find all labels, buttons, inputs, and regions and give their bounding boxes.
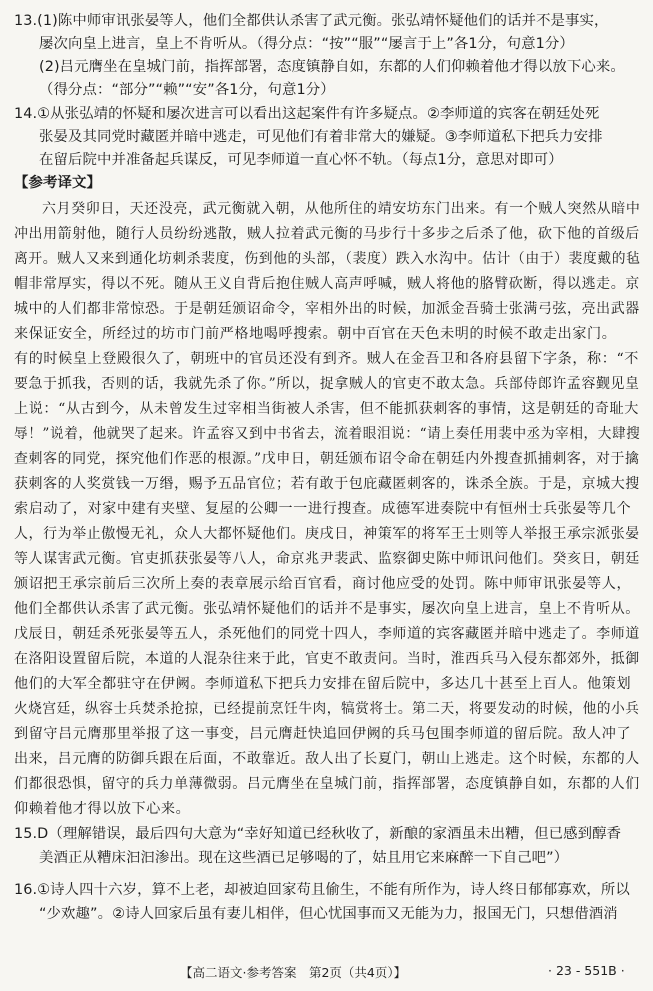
translation-line: 来保证安全，所经过的坊市门前严格地喝呼搜索。朝中百官在天色未明的时候不敢走出家门。	[14, 326, 617, 342]
translation-header: 【参考译文】	[14, 175, 101, 191]
translation-line: 离开。贼人又来到通化坊刺杀裴度，伤到他的头部，（裴度）跌入水沟中。估计（由于）裴度戴的毡	[14, 251, 641, 267]
translation-line: 冲出用箭射他，随行人员纷纷逃散，贼人拉着武元衡的马步行十多步之后杀了他，砍下他的首级后	[14, 226, 640, 242]
translation-line: 火烧宫廷，纵容士兵焚杀抢掠，已经提前烹饪牛肉，犒赏将士。第二天，将要发动的时候，他的小兵	[14, 701, 640, 717]
translation-line: 上说：“从古到今，从未曾发生过宰相当街被人杀害，但不能抓获刺客的事情，这是朝廷的奇耻大	[14, 401, 639, 417]
footer-page-info: 【高二语文·参考答案 第2页（共4页）】	[180, 965, 407, 980]
translation-line: 仰赖着他才得以放下心来。	[14, 801, 191, 817]
translation-line: 们都很恐惧，留守的兵力单薄微弱。吕元膺坐在皇城门前，指挥部署，态度镇静自如，东都的人们	[14, 776, 640, 792]
translation-line: 获刺客的人奖赏钱一万缗，赐予五品官位；若有敢于包庇藏匿刺客的，诛杀全族。于是，京城大搜	[14, 476, 640, 492]
translation-line: 查刺客的同党，探究他们作恶的根源。”戊申日，朝廷颁布诏令命在朝廷内外搜查抓捕刺客，对于擒	[14, 451, 640, 467]
answer-15-line-1: 15.D（理解错误，最后四句大意为“幸好知道已经秋收了，新酿的家酒虽未出糟，但已感到醇香	[14, 826, 622, 842]
translation-line: 人，行为举止傲慢无礼，众人大都怀疑他们。庚戌日，神策军的将军王士则等人举报王承宗派张晏	[14, 526, 640, 542]
translation-line: 城中的人们都非常惊恐。于是朝廷颁诏命令，宰相外出的时候，加派金吾骑士张满弓弦，亮出武器	[14, 301, 640, 317]
translation-line: 等人谋害武元衡。官吏抓获张晏等八人，命京兆尹裴武、监察御史陈中师讯问他们。癸亥日，朝廷	[14, 551, 640, 567]
answer-16-line-2: “少欢趣”。②诗人回家后虽有妻儿相伴，但心忧国事而又无能为力，报国无门，只想借酒消	[39, 906, 618, 922]
translation-line: 出来，吕元膺的防御兵跟在后面，不敢靠近。敌人出了长夏门，朝山上逃走。这个时候，东都的人	[14, 751, 640, 767]
answer-14-line-2: 张晏及其同党时藏匿并暗中逃走，可见他们有着非常大的嫌疑。③李师道私下把兵力安排	[39, 129, 603, 145]
answer-13-line-1: 13.(1)陈中师审讯张晏等人，他们全都供认杀害了武元衡。张弘靖怀疑他们的话并不是事实，	[14, 13, 609, 29]
translation-line: 要急于抓我，否则的话，我就先杀了你。”所以，捉拿贼人的官吏不敢太急。兵部侍郎许孟容觐见皇	[14, 376, 640, 392]
answer-15-line-2: 美酒正从糟床汩汩渗出。现在这些酒已足够喝的了，姑且用它来麻醉一下自己吧”）	[39, 850, 569, 866]
answer-14-line-1: 14.①从张弘靖的怀疑和屡次进言可以看出这起案件有许多疑点。②李师道的宾客在朝廷处死	[14, 106, 600, 122]
translation-line: 有的时候皇上登殿很久了，朝班中的官员还没有到齐。贼人在金吾卫和各府县留下字条，称：“不	[14, 351, 639, 367]
answer-13-line-4: （得分点：“部分”“赖”“安”各1分，句意1分）	[39, 82, 335, 98]
footer-exam-code: · 23 - 551B ·	[548, 963, 625, 978]
answer-14-line-3: 在留后院中并准备起兵谋反，可见李师道一直心怀不轨。（每点1分，意思对即可）	[39, 152, 563, 168]
translation-line: 到留守吕元膺那里举报了这一事变，吕元膺赶快追回伊阙的兵马包围李师道的留后院。敌人冲了	[14, 726, 632, 742]
page-footer	[0, 963, 653, 981]
translation-line: 辱！”说着，他就哭了起来。许孟容又到中书省去，流着眼泪说：“请上奏任用裴中丞为宰相，大肆搜	[14, 426, 641, 442]
answer-16-line-1: 16.①诗人四十六岁，算不上老，却被迫回家苟且偷生，不能有所作为，诗人终日郁郁寡欢，所以	[14, 882, 630, 898]
translation-line: 帽非常厚实，得以不死。随从王义自背后抱住贼人高声呼喊，贼人将他的胳臂砍断，得以逃走。京	[14, 276, 640, 292]
translation-line: 六月癸卯日，天还没亮，武元衡就入朝，从他所住的靖安坊东门出来。有一个贼人突然从暗中	[42, 201, 641, 217]
translation-line: 颁诏把王承宗前后三次所上奏的表章展示给百官看，商讨他应受的处罚。陈中师审讯张晏等人，	[14, 576, 632, 592]
translation-line: 索启动了，对家中建有夹壁、复屋的公卿一一进行搜查。成德军进奏院中有恒州士兵张晏等几个	[14, 501, 632, 517]
translation-line: 他们全都供认杀害了武元衡。张弘靖怀疑他们的话并不是事实，屡次向皇上进言，皇上不肯听从。	[14, 601, 640, 617]
answer-13-line-3: (2)吕元膺坐在皇城门前，指挥部署，态度镇静自如，东都的人们仰赖着他才得以放下心来。	[39, 59, 625, 75]
translation-line: 在洛阳设置留后院，本道的人混杂往来于此，官吏不敢责问。当时，淮西兵马入侵东都郊外，抵御	[14, 651, 640, 667]
answer-13-line-2: 屡次向皇上进言，皇上不肯听从。（得分点：“按”“服”“屡言于上”各1分，句意1分）	[39, 36, 574, 52]
translation-line: 他们的大军全都驻守在伊阙。李师道私下把兵力安排在留后院中，多达几十甚至上百人。他策划	[14, 676, 632, 692]
translation-line: 戊辰日，朝廷杀死张晏等五人，杀死他们的同党十四人，李师道的宾客藏匿并暗中逃走了。李师道	[14, 626, 640, 642]
